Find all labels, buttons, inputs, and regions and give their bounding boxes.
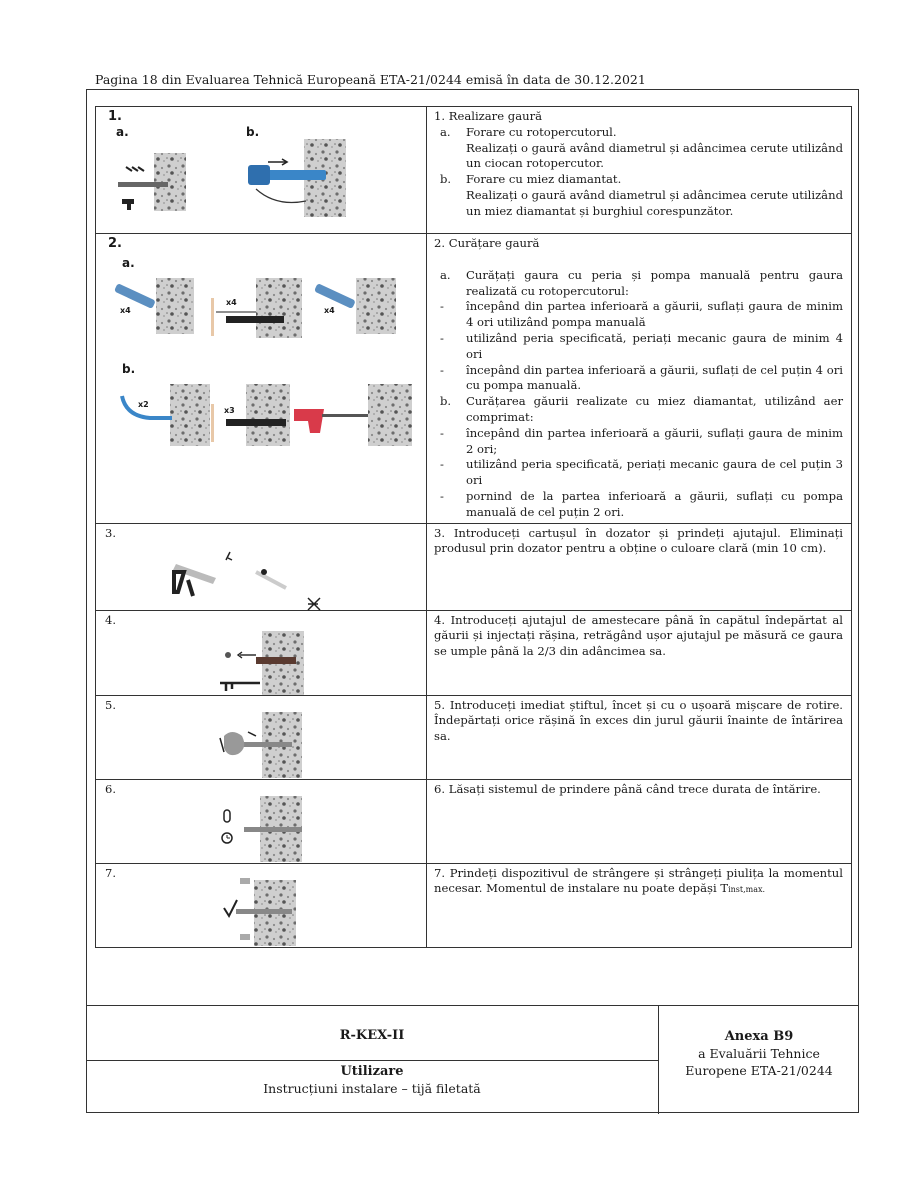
step-2-marker: a. xyxy=(440,267,451,282)
annex-line-2: Europene ETA-21/0244 xyxy=(685,1063,833,1078)
step-5-text: 5. Introduceți imediat știftul, încet și cu o ușoară mișcare de rotire. Îndepărtați orice rășină în exces din jurul găurii înainte de întărirea sa. xyxy=(427,695,852,779)
footer-right xyxy=(659,1028,859,1079)
step-row-5 xyxy=(96,695,852,779)
step-4-number: 4. xyxy=(105,612,116,627)
step-1-sub-a: a. xyxy=(116,125,129,139)
step-7-text-body: 7. Prindeți dispozitivul de strângere și strângeți piulița la momentul necesar. Momentul de instalare nu poate depăși xyxy=(434,865,843,896)
step-3-text: 3. Introduceți cartușul în dozator și prindeți ajutajul. Eliminați produsul prin dozator pentru a obține o culoare clară (min 10 cm). xyxy=(427,523,852,610)
step-1-text xyxy=(427,107,852,234)
step-2-marker: - xyxy=(440,330,444,345)
step-4-illustration xyxy=(96,610,427,695)
step-7-number: 7. xyxy=(105,865,116,880)
step-1-item: Realizați o gaură având diametrul și adâncimea cerute utilizând un ciocan rotopercutor. xyxy=(466,140,843,171)
step-2-marker: b. xyxy=(440,394,452,409)
step-1-sub-b: b. xyxy=(246,125,260,139)
step-6-text: 6. Lăsați sistemul de prindere până când trece durata de întărire. xyxy=(427,779,852,863)
step-6-illustration xyxy=(96,779,427,863)
repeat-label: x4 xyxy=(324,306,335,315)
step-1-item: Forare cu miez diamantat. xyxy=(466,172,622,187)
footer-divider xyxy=(86,1060,658,1061)
step-1-illustration xyxy=(96,107,427,234)
footer-left xyxy=(86,1006,659,1114)
step-2-marker: - xyxy=(440,488,444,503)
step-2-number: 2. xyxy=(108,236,122,251)
step-2-item: utilizând peria specificată, periați mecanic gaura de minim 4 ori xyxy=(466,330,843,361)
step-3-number: 3. xyxy=(105,525,116,540)
product-name: R-KEX-II xyxy=(339,1028,405,1043)
step-5-illustration xyxy=(96,695,427,779)
step-2-item: pornind de la partea inferioară a găurii, suflați cu pompa manuală de cel puțin 2 ori. xyxy=(466,488,843,519)
step-2-marker: - xyxy=(440,457,444,472)
page-header: Pagina 18 din Evaluarea Tehnică Europeană ETA-21/0244 emisă în data de 30.12.2021 xyxy=(95,72,646,87)
step-2-title: 2. Curățare gaură xyxy=(434,236,540,250)
step-2-sub-b: b. xyxy=(122,362,136,376)
annex-line-1: a Evaluării Tehnice xyxy=(698,1046,820,1061)
step-row-2 xyxy=(96,234,852,524)
step-2-item: utilizând peria specificată, periați mecanic gaura de cel puțin 3 ori xyxy=(466,457,843,488)
step-2-text xyxy=(427,234,852,524)
step-6-number: 6. xyxy=(105,781,116,796)
dispenser-illustration xyxy=(96,524,426,611)
step-row-4 xyxy=(96,610,852,695)
step-2-sub-a: a. xyxy=(122,256,135,270)
step-1-marker: b. xyxy=(440,172,452,187)
step-2-marker: - xyxy=(440,299,444,314)
injection-illustration xyxy=(96,611,426,696)
document-footer xyxy=(86,1005,859,1114)
step-row-3 xyxy=(96,523,852,610)
torque-subscript: inst,max. xyxy=(728,885,766,895)
repeat-label: x4 xyxy=(120,306,131,315)
tightening-illustration xyxy=(96,864,426,948)
step-2-item: începând din partea inferioară a găurii, suflați gaura de minim 2 ori; xyxy=(466,425,843,456)
step-1-item: Forare cu rotopercutorul. xyxy=(466,124,617,139)
usage-title: Utilizare xyxy=(340,1064,404,1079)
step-2-item: Curățați gaura cu peria și pompa manuală pentru gaura realizată cu rotopercutorul: xyxy=(466,267,843,298)
step-2-marker: - xyxy=(440,425,444,440)
step-2-item: începând din partea inferioară a găurii, suflați de cel puțin 4 ori cu pompa manuală. xyxy=(466,362,843,393)
step-2-illustration xyxy=(96,234,427,524)
cleaning-illustration xyxy=(96,234,426,519)
drilling-illustration xyxy=(96,107,426,234)
step-2-item: începând din partea inferioară a găurii, suflați gaura de minim 4 ori utilizând pompa manuală xyxy=(466,299,843,330)
step-1-item: Realizați o gaură având diametrul și adâncimea cerute utilizând un miez diamantat și burghiul corespunzător. xyxy=(466,187,843,218)
annex-title: Anexa B9 xyxy=(724,1029,794,1044)
usage-subtitle: Instrucțiuni instalare – tijă filetată xyxy=(263,1081,481,1096)
rod-insertion-illustration xyxy=(96,696,426,780)
step-3-illustration xyxy=(96,523,427,610)
step-2-marker: - xyxy=(440,362,444,377)
step-7-illustration xyxy=(96,863,427,947)
step-row-6 xyxy=(96,779,852,863)
step-row-1 xyxy=(96,107,852,234)
step-7-text xyxy=(427,863,852,947)
step-2-item: Curățarea găurii realizate cu miez diamantat, utilizând aer comprimat: xyxy=(466,394,843,424)
step-1-number: 1. xyxy=(108,109,122,124)
step-1-title: 1. Realizare gaură xyxy=(434,109,543,123)
repeat-label: x3 xyxy=(224,406,235,415)
step-row-7 xyxy=(96,863,852,947)
repeat-label: x4 xyxy=(226,298,237,307)
torque-symbol: T xyxy=(720,881,729,896)
step-5-number: 5. xyxy=(105,697,116,712)
step-4-text: 4. Introduceți ajutajul de amestecare până în capătul îndepărtat al găurii și injectați rășina, retrăgând ușor ajutajul pe măsură ce gaura se umple până la 2/3 din adâncimea sa. xyxy=(427,610,852,695)
repeat-label: x2 xyxy=(138,400,149,409)
step-1-marker: a. xyxy=(440,124,451,139)
curing-illustration xyxy=(96,780,426,864)
installation-steps-table xyxy=(95,106,852,948)
